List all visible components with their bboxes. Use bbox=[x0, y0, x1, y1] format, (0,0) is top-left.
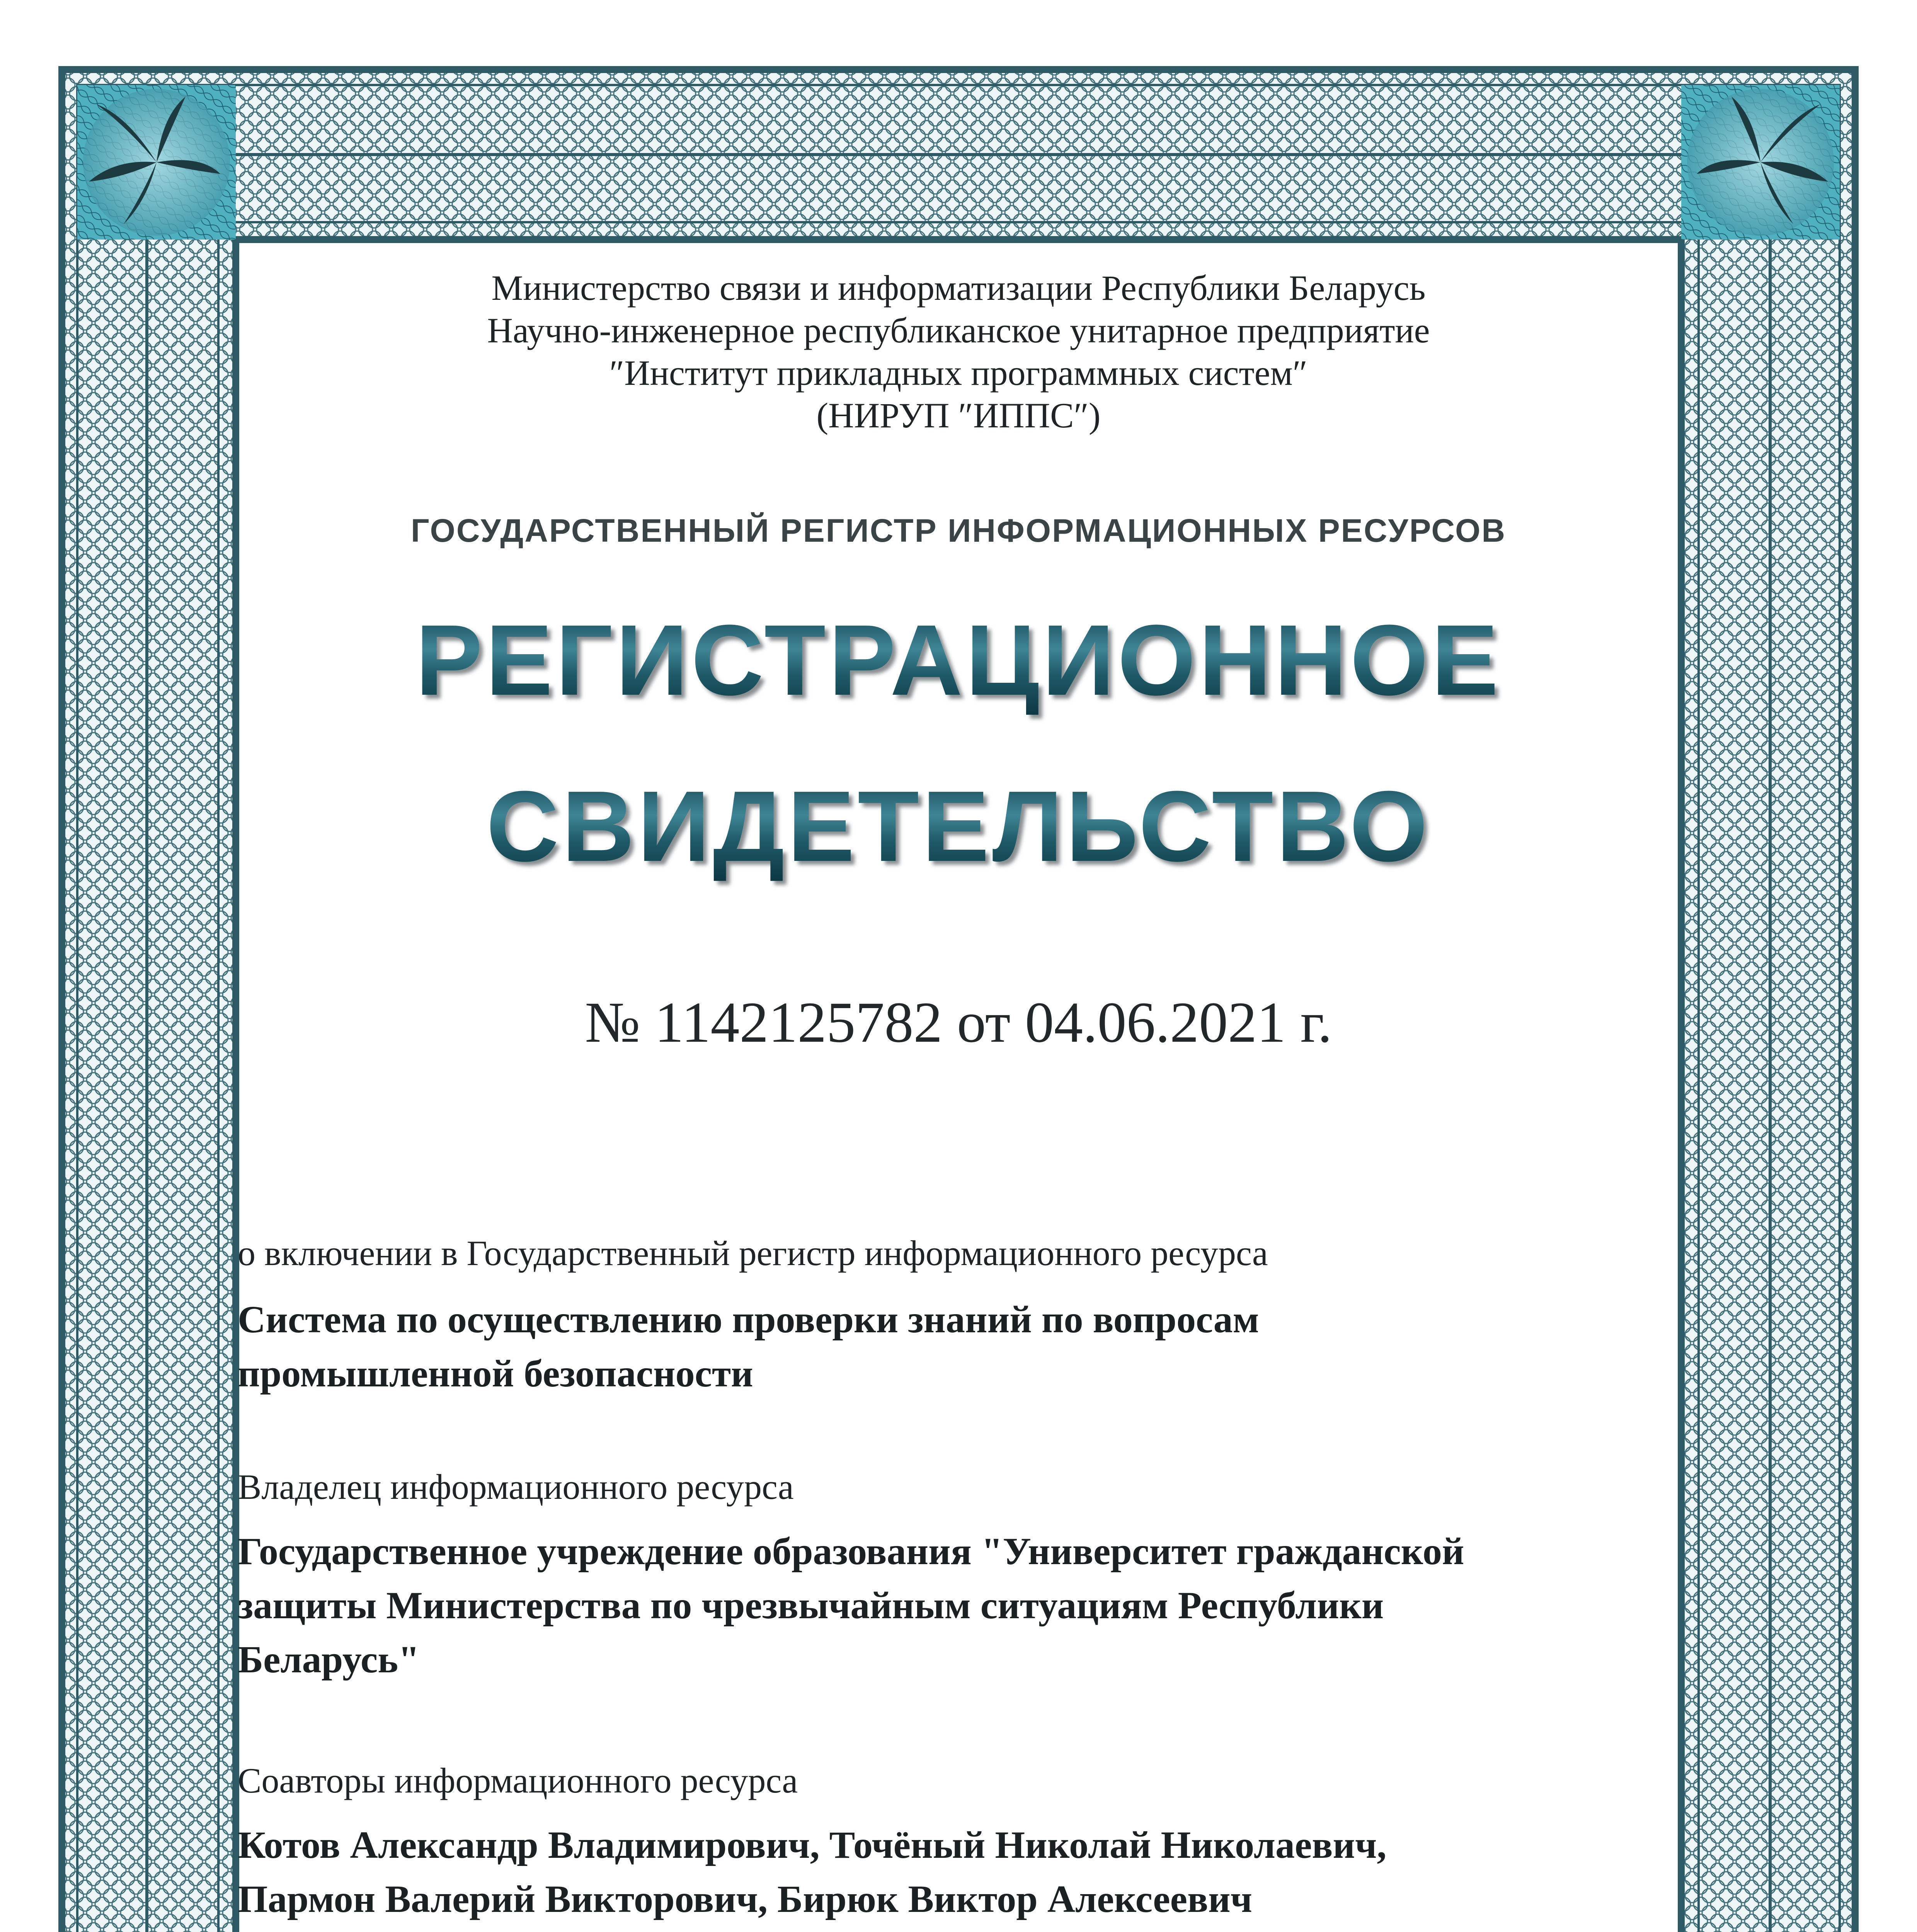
institute-name: ″Институт прикладных программных систем″ bbox=[609, 353, 1308, 393]
institute-abbreviation: (НИРУП ″ИППС″) bbox=[816, 396, 1101, 435]
owner-line1: Государственное учреждение образования "Университет гражданской bbox=[238, 1530, 1464, 1573]
enterprise-name: Научно-инженерное республиканское унитарное предприятие bbox=[487, 311, 1430, 350]
coauthors-line2: Пармон Валерий Викторович, Бирюк Виктор Алексеевич bbox=[238, 1878, 1253, 1920]
resource-intro-label: о включении в Государственный регистр информационного ресурса bbox=[238, 1233, 1268, 1273]
certificate-number: № 1142125782 от 04.06.2021 г. bbox=[585, 990, 1332, 1054]
coauthors-label: Соавторы информационного ресурса bbox=[238, 1761, 798, 1800]
owner-label: Владелец информационного ресурса bbox=[238, 1467, 794, 1507]
resource-name-line1: Система по осуществлению проверки знаний по вопросам bbox=[238, 1298, 1259, 1341]
corner-ornament-top-right bbox=[1681, 85, 1840, 240]
resource-name-line2: промышленной безопасности bbox=[238, 1352, 753, 1395]
register-title: ГОСУДАРСТВЕННЫЙ РЕГИСТР ИНФОРМАЦИОННЫХ РЕСУРСОВ bbox=[411, 512, 1506, 549]
owner-line2: защиты Министерства по чрезвычайным ситуациям Республики bbox=[238, 1584, 1384, 1627]
certificate-title-line2: СВИДЕТЕЛЬСТВО bbox=[240, 769, 1677, 884]
ministry-name: Министерство связи и информатизации Республики Беларусь bbox=[491, 268, 1426, 308]
owner-line3: Беларусь" bbox=[238, 1638, 420, 1681]
corner-ornament-top-left bbox=[77, 85, 236, 240]
coauthors-line1: Котов Александр Владимирович, Точёный Николай Николаевич, bbox=[238, 1823, 1387, 1866]
certificate-title-line1: РЕГИСТРАЦИОННОЕ bbox=[240, 603, 1677, 718]
